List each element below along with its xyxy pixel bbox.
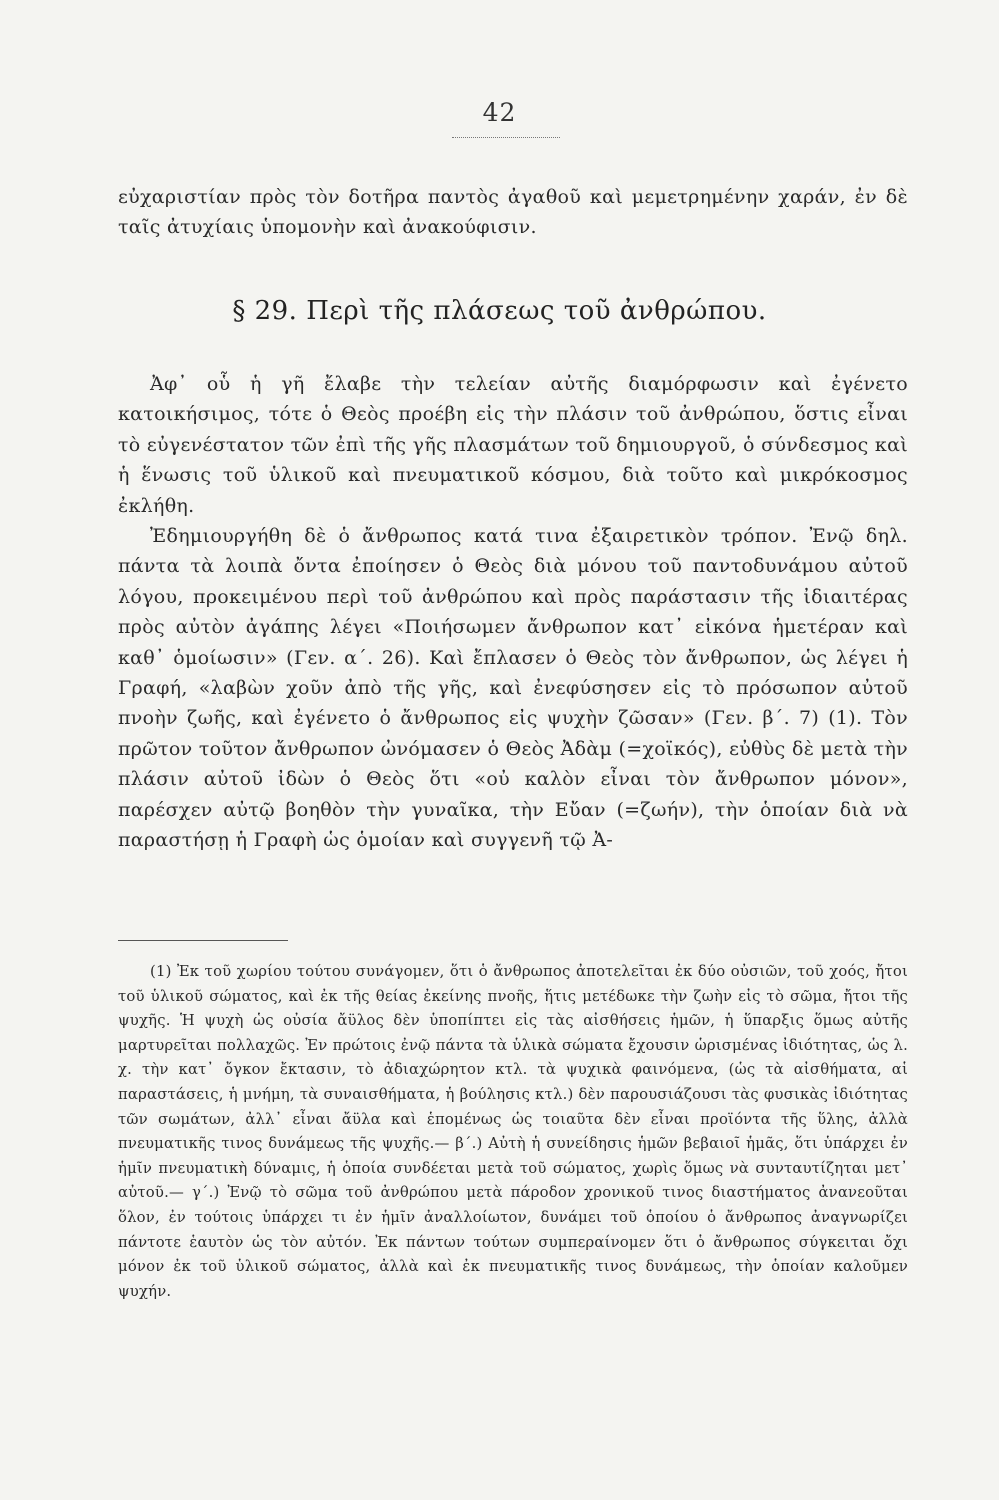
footnote-text: (1) Ἐκ τοῦ χωρίου τούτου συνάγομεν, ὅτι ὁ ἄνθρωπος ἀποτελεῖται ἐκ δύο οὐσιῶν, τοῦ χοός, ἤτοι τοῦ ὑλικοῦ σώματος, καὶ ἐκ τῆς θείας ἐκείνης πνοῆς, ἥτις μετέδωκε τὴν ζωὴν εἰς τὸ σῶμα, ἤτοι τῆς ψυχῆς. Ἡ ψυχὴ ὡς οὐσία ἄϋλος δὲν ὑποπίπτει εἰς τὰς αἰσθήσεις ἡμῶν, ἡ ὕπαρξις ὅμως αὐτῆς μαρτυρεῖται πολλαχῶς. Ἐν πρώτοις ἐνῷ πάντα τὰ ὑλικὰ σώματα ἔχουσιν ὡρισμένας ἰδιότητας, ὡς λ. χ. τὴν κατ᾽ ὄγκον ἔκτασιν, τὸ ἀδιαχώρητον κτλ. τὰ ψυχικὰ φαινόμενα, (ὡς τὰ αἰσθήματα, αἱ παραστάσεις, ἡ μνήμη, τὰ συναισθήματα, ἡ βούλησις κτλ.) δὲν παρουσιάζουσι τὰς φυσικὰς ἰδιότητας τῶν σωμάτων, ἀλλ᾽ εἶναι ἄϋλα καὶ ἑπομένως ὡς τοιαῦτα δὲν εἶναι προϊόντα τῆς ὕλης, ἀλλὰ πνευματικῆς τινος δυνάμεως τῆς ψυχῆς.— β´.) Αὐτὴ ἡ συνείδησις ἡμῶν βεβαιοῖ ἡμᾶς, ὅτι ὑπάρχει ἐν ἡμῖν πνευματικὴ δύναμις, ἡ ὁποία συνδέεται μετὰ τοῦ σώματος, χωρὶς ὅμως νὰ συνταυτίζηται μετ᾽ αὐτοῦ.— γ´.) Ἐνῷ τὸ σῶμα τοῦ ἀνθρώπου μετὰ πάροδον χρονικοῦ τινος διαστήματος ἀνανεοῦται ὅλον, ἐν τούτοις ὑπάρχει τι ἐν ἡμῖν ἀναλλοίωτον, δυνάμει τοῦ ὁποίου ὁ ἄνθρωπος ἀναγνωρίζει πάντοτε ἑαυτὸν ὡς τὸν αὐτόν. Ἐκ πάντων τούτων συμπεραίνομεν ὅτι ὁ ἄνθρωπος σύγκειται ὄχι μόνον ἐκ τοῦ ὑλικοῦ σώματος, ἀλλὰ καὶ ἐκ πνευματικῆς τινος δυνάμεως, τὴν ὁποίαν καλοῦμεν ψυχήν. (118, 963, 908, 1300)
page-number: 42 (482, 98, 517, 127)
intro-paragraph: εὐχαριστίαν πρὸς τὸν δοτῆρα παντὸς ἀγαθοῦ καὶ μεμετρημένην χαράν, ἐν δὲ ταῖς ἀτυχίαις ὑπομονὴν καὶ ἀνακούφισιν. (118, 186, 908, 239)
page-number-rule (452, 137, 560, 138)
footnote (118, 960, 908, 1304)
intro-paragraph-block (118, 182, 908, 243)
section-heading: § 29. Περὶ τῆς πλάσεως τοῦ ἀνθρώπου. (232, 296, 767, 326)
main-text (118, 369, 908, 856)
footnote-rule (118, 940, 288, 941)
paragraph: Ἐδημιουργήθη δὲ ὁ ἄνθρωπος κατά τινα ἐξαιρετικὸν τρόπον. Ἐνῷ δηλ. πάντα τὰ λοιπὰ ὄντα ἐποίησεν ὁ Θεὸς διὰ μόνου τοῦ παντοδυνάμου αὐτοῦ λόγου, προκειμένου περὶ τοῦ ἀνθρώπου καὶ πρὸς παράστασιν τῆς ἰδιαιτέρας πρὸς αὐτὸν ἀγάπης λέγει «Ποιήσωμεν ἄνθρωπον κατ᾽ εἰκόνα ἡμετέραν καὶ καθ᾽ ὁμοίωσιν» (Γεν. α´. 26). Καὶ ἔπλασεν ὁ Θεὸς τὸν ἄνθρωπον, ὡς λέγει ἡ Γραφή, «λαβὼν χοῦν ἀπὸ τῆς γῆς, καὶ ἐνεφύσησεν εἰς τὸ πρόσωπον αὐτοῦ πνοὴν ζωῆς, καὶ ἐγένετο ὁ ἄνθρωπος εἰς ψυχὴν ζῶσαν» (Γεν. β´. 7) (1). Τὸν πρῶτον τοῦτον ἄνθρωπον ὠνόμασεν ὁ Θεὸς Ἀδὰμ (=χοϊκός), εὐθὺς δὲ μετὰ τὴν πλάσιν αὐτοῦ ἰδὼν ὁ Θεὸς ὅτι «οὐ καλὸν εἶναι τὸν ἄνθρωπον μόνον», παρέσχεν αὐτῷ βοηθὸν τὴν γυναῖκα, τὴν Εὔαν (=ζωήν), τὴν ὁποίαν διὰ νὰ παραστήσῃ ἡ Γραφὴ ὡς ὁμοίαν καὶ συγγενῆ τῷ Ἀ- (118, 525, 908, 852)
paragraph: Ἀφ᾽ οὗ ἡ γῆ ἔλαβε τὴν τελείαν αὐτῆς διαμόρφωσιν καὶ ἐγένετο κατοικήσιμος, τότε ὁ Θεὸς προέβη εἰς τὴν πλάσιν τοῦ ἀνθρώπου, ὅστις εἶναι τὸ εὐγενέστατον τῶν ἐπὶ τῆς γῆς πλασμάτων τοῦ δημιουργοῦ, ὁ σύνδεσμος καὶ ἡ ἕνωσις τοῦ ὑλικοῦ καὶ πνευματικοῦ κόσμου, διὰ τοῦτο καὶ μικρόκοσμος ἐκλήθη. (118, 373, 908, 517)
